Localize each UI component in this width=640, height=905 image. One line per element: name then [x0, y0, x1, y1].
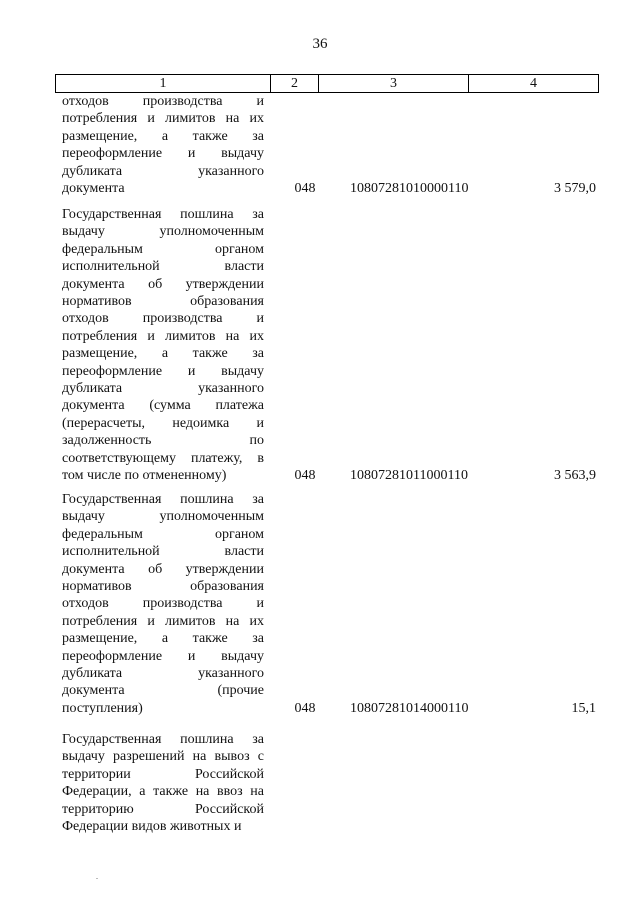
amount-value: 15,1	[571, 700, 596, 716]
description-last-line: Федерации видов животных и	[62, 819, 242, 835]
description-line: федеральным органом	[62, 526, 264, 542]
description-line: нормативов образования	[62, 579, 264, 595]
description-line: отходов производства и	[62, 596, 264, 612]
row-description	[62, 491, 264, 717]
page-number: 36	[312, 36, 328, 52]
header-col-2: 2	[271, 75, 319, 92]
description-line: потребления и лимитов на их	[62, 111, 264, 127]
admin-code: 048	[294, 181, 316, 197]
description-last-line: поступления)	[62, 700, 143, 716]
description-line: отходов производства и	[62, 311, 264, 327]
description-line: потребления и лимитов на их	[62, 613, 264, 629]
description-last-line: том числе по отмененному)	[62, 468, 227, 484]
admin-code: 048	[294, 700, 316, 716]
table-header	[55, 74, 599, 93]
description-line: дубликата указанного	[62, 666, 264, 682]
description-line: нормативов образования	[62, 294, 264, 310]
description-line: задолженность по	[62, 433, 264, 449]
row-description	[62, 93, 264, 197]
description-line: документа (прочие	[62, 683, 264, 699]
budget-classification-code: 10807281014000110	[350, 700, 469, 716]
description-line: Государственная пошлина за	[62, 732, 264, 747]
description-line: потребления и лимитов на их	[62, 328, 264, 344]
description-line: выдачу разрешений на вывоз с	[62, 749, 264, 765]
description-line: документа об утверждении	[62, 561, 264, 577]
amount-value: 3 563,9	[554, 468, 596, 484]
header-col-4: 4	[530, 76, 537, 91]
description-line: соответствующему платежу, в	[62, 450, 264, 466]
description-line: дубликата указанного	[62, 381, 264, 397]
description-line: выдачу уполномоченным	[62, 224, 264, 240]
description-line: переоформление и выдачу	[62, 146, 264, 162]
description-line: размещение, а также за	[62, 346, 264, 362]
header-col-1: 1	[56, 75, 271, 92]
budget-classification-code: 10807281010000110	[350, 181, 469, 197]
table-row	[62, 206, 602, 485]
row-description	[62, 731, 264, 835]
description-line: Государственная пошлина за	[62, 492, 264, 507]
scan-speck	[96, 878, 98, 879]
description-line: документа об утверждении	[62, 276, 264, 292]
description-line: документа (сумма платежа	[62, 398, 264, 414]
description-line: территории Российской	[62, 766, 264, 782]
description-line: переоформление и выдачу	[62, 648, 264, 664]
table-row	[62, 491, 602, 717]
description-line: территорию Российской	[62, 801, 264, 817]
description-line: Федерации, а также на ввоз на	[62, 784, 264, 800]
budget-classification-code: 10807281011000110	[350, 468, 468, 484]
description-line: федеральным органом	[62, 241, 264, 257]
amount-value: 3 579,0	[554, 181, 596, 197]
row-description	[62, 206, 264, 485]
table-row	[62, 731, 602, 835]
header-col-3: 3	[319, 75, 469, 92]
description-last-line: документа	[62, 181, 125, 197]
description-line: размещение, а также за	[62, 128, 264, 144]
description-line: исполнительной власти	[62, 259, 264, 275]
description-line: дубликата указанного	[62, 163, 264, 179]
description-line: отходов производства и	[62, 94, 264, 109]
description-line: исполнительной власти	[62, 544, 264, 560]
description-line: размещение, а также за	[62, 631, 264, 647]
description-line: Государственная пошлина за	[62, 207, 264, 222]
description-line: выдачу уполномоченным	[62, 509, 264, 525]
description-line: (перерасчеты, недоимка и	[62, 415, 264, 431]
table-row	[62, 93, 602, 197]
admin-code: 048	[294, 468, 316, 484]
description-line: переоформление и выдачу	[62, 363, 264, 379]
